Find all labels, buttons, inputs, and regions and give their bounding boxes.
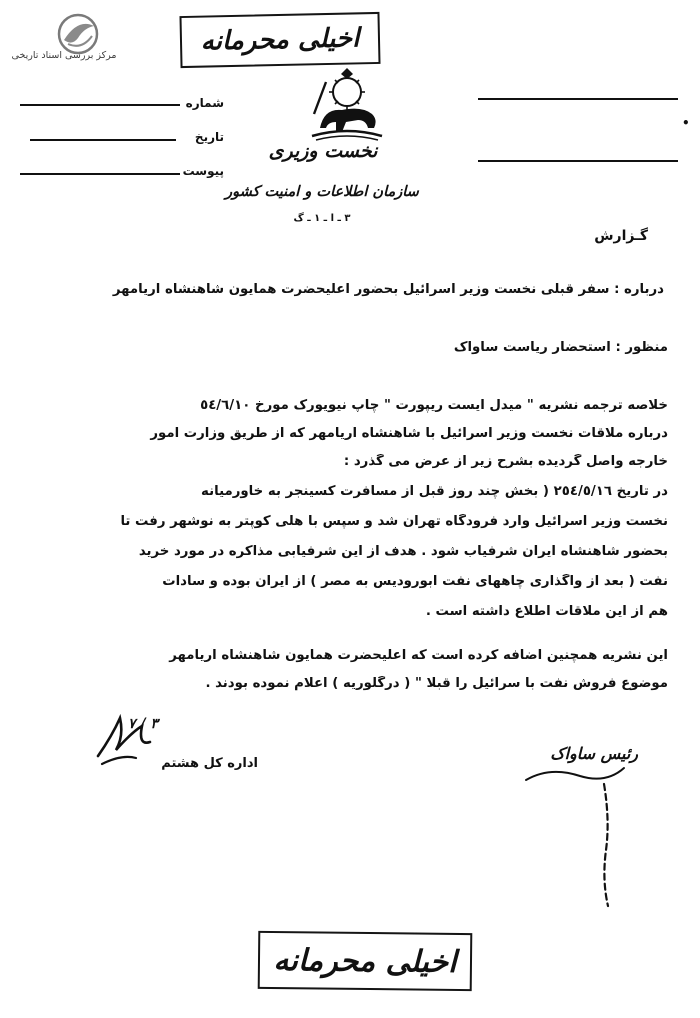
paragraph2-line5: هم از این ملاقات اطلاع داشته است . (425, 604, 668, 619)
paragraph1-line1: خلاصه ترجمه نشریه " میدل ایست ریپورت " چاپ نیویورک مورخ ٥٤/٦/١٠ (200, 398, 668, 413)
confidential-stamp-top: اخیلی محرمانه (179, 12, 380, 68)
office-name-primeministry: نخست وزیری (268, 140, 378, 162)
report-heading: گـزارش (594, 228, 648, 244)
paragraph1-line3: خارجه واصل گردیده بشرح زیر از عرض می گذرد : (343, 454, 668, 469)
office-name-savak: سازمان اطلاعات و امنیت کشور (225, 183, 419, 200)
paragraph1-line2: درباره ملاقات نخست وزیر اسرائیل با شاهنشاه آریامهر که از طریق وزارت امور (150, 426, 668, 441)
right-field-line-1 (478, 98, 678, 100)
paragraph2-line2: نخست وزیر اسرائیل وارد فرودگاه تهران شد و سپس با هلی کوپتر به نوشهر رفت تا (120, 514, 668, 529)
number-label: شماره (185, 96, 224, 110)
office-code: ٣ ـ ا ـ ١ ـ گ (293, 213, 351, 224)
paragraph3-line1: این نشریه همچنین اضافه کرده است که اعلیحضرت همایون شاهنشاه آریامهر (169, 648, 668, 663)
vertical-stroke-icon (588, 780, 628, 910)
paragraph2-line3: بحضور شاهنشاه ایران شرفیاب شود . هدف از این شرفیابی مذاکره در مورد خرید (138, 544, 668, 559)
confidential-stamp-bottom: اخیلی محرمانه (258, 931, 473, 991)
department-label: اداره کل هشتم (161, 756, 258, 771)
right-field-line-2 (478, 160, 678, 162)
initials-mark: ٣ / ٧ (128, 716, 158, 732)
paragraph3-line2: موضوع فروش نفت با سرائیل را قبلا " ( درگلوریه ) اعلام نموده بودند . (205, 676, 668, 691)
paragraph2-line1: در تاریخ ٢٥٤/٥/١٦ ( بخش چند روز قبل از مسافرت کسینجر به خاورمیانه (201, 484, 668, 499)
archive-logo-icon (28, 10, 128, 72)
number-line (20, 104, 180, 106)
watermark-caption: مرکز بررسی اسناد تاریخی (11, 50, 117, 61)
attachment-label: پیوست (182, 164, 224, 178)
attachment-line (20, 173, 180, 175)
paragraph2-line4: نفت ( بعد از واگذاری چاههای نفت ابورودیس به مصر ) از ایران بوده و سادات (162, 574, 668, 589)
date-label: تاریخ (194, 130, 224, 144)
lion-and-sun-emblem-icon (302, 66, 392, 146)
subject-line: درباره : سفر قبلی نخست وزیر اسرائیل بحضور اعلیحضرت همایون شاهنشاه آریامهر (112, 282, 664, 297)
right-field-mark-1: • (682, 116, 690, 130)
purpose-line: منظور : استحضار ریاست ساواک (453, 340, 668, 355)
director-signature: رئیس ساواک (550, 744, 638, 763)
date-line (30, 139, 176, 141)
